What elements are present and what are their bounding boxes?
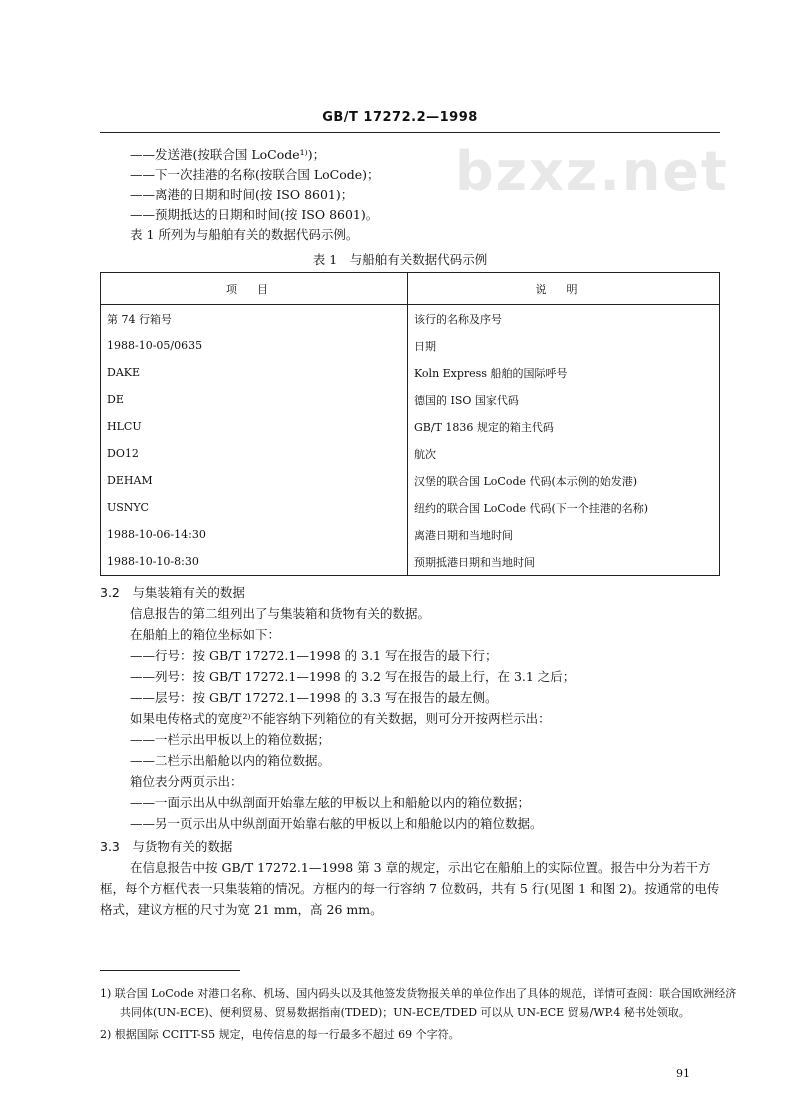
table-row	[101, 386, 720, 413]
column-header-item: 项目	[101, 273, 408, 305]
section-line: 箱位表分两页示出：	[130, 774, 243, 789]
section-heading: 3.3 与货物有关的数据	[100, 839, 233, 854]
page-header: GB/T 17272.2—1998	[322, 110, 478, 125]
table-row	[101, 332, 720, 359]
header-rule	[100, 132, 720, 133]
column-header-description: 说明	[408, 273, 720, 305]
intro-list	[100, 145, 720, 245]
section-line: ——一栏示出甲板以上的箱位数据；	[130, 732, 331, 747]
section-heading: 3.2 与集装箱有关的数据	[100, 585, 245, 600]
section-line: 如果电传格式的宽度²⁾不能容纳下列箱位的有关数据，则可分开按两栏示出：	[130, 711, 551, 726]
table-cell-description: 纽约的联合国 LoCode 代码(下一个挂港的名称)	[408, 494, 720, 521]
table-cell-item: DO12	[101, 440, 408, 467]
table-cell-item: 1988-10-10-8:30	[101, 548, 408, 576]
table-cell-item: DAKE	[101, 359, 408, 386]
section-3-3	[100, 836, 760, 920]
table-cell-item: 第 74 行箱号	[101, 305, 408, 333]
table-row	[101, 494, 720, 521]
table-row	[101, 521, 720, 548]
table-cell-description: 预期抵港日期和当地时间	[408, 548, 720, 576]
intro-line: 表 1 所列为与船舶有关的数据代码示例。	[130, 227, 359, 242]
table-row	[101, 440, 720, 467]
footnote: 1) 联合国 LoCode 对港口名称、机场、国内码头以及其他签发货物报关单的单位作出了具体的规范，详情可查阅：联合国欧洲经济共同体(UN-ECE)、便利贸易、贸易数据指南(TDED)；UN-ECE/TDED 可以从 UN-ECE 贸易/WP.4 秘书处领取。	[100, 987, 737, 1019]
footnote-rule	[100, 970, 240, 971]
section-line: ——一面示出从中纵剖面开始靠左舷的甲板以上和船舱以内的箱位数据；	[130, 795, 531, 810]
footnote: 2) 根据国际 CCITT-S5 规定，电传信息的每一行最多不超过 69 个字符。	[100, 1028, 460, 1041]
table-cell-item: DEHAM	[101, 467, 408, 494]
footnotes	[100, 984, 740, 1047]
table-title: 表 1 与船舶有关数据代码示例	[312, 252, 488, 267]
table-header-row	[101, 273, 720, 305]
table-cell-description: 日期	[408, 332, 720, 359]
table-cell-description: 离港日期和当地时间	[408, 521, 720, 548]
table-cell-description: 该行的名称及序号	[408, 305, 720, 333]
table-cell-item: 1988-10-05/0635	[101, 332, 408, 359]
table-row	[101, 305, 720, 333]
section-line: ——二栏示出船舱以内的箱位数据。	[130, 753, 331, 768]
table-cell-item: HLCU	[101, 413, 408, 440]
watermark: bzxz.net	[455, 140, 729, 203]
table-cell-description: 汉堡的联合国 LoCode 代码(本示例的始发港)	[408, 467, 720, 494]
section-paragraph: 在信息报告中按 GB/T 17272.1—1998 第 3 章的规定，示出它在船舶上的实际位置。报告中分为若干方框，每个方框代表一只集装箱的情况。方框内的每一行容纳 7 位数码，共有 5 行(见图 1 和图 2)。按通常的电传格式，建议方框的尺寸为宽 21 mm，高 26 mm。	[100, 860, 720, 917]
section-line: ——列号：按 GB/T 17272.1—1998 的 3.2 写在报告的最上行，在 3.1 之后；	[130, 669, 576, 684]
page-number: 91	[676, 1067, 690, 1080]
table-cell-description: GB/T 1836 规定的箱主代码	[408, 413, 720, 440]
table-row	[101, 548, 720, 576]
table-body	[101, 305, 720, 576]
table-cell-item: 1988-10-06-14:30	[101, 521, 408, 548]
section-3-2	[100, 582, 760, 834]
section-line: 在船舶上的箱位坐标如下：	[130, 627, 281, 642]
table-cell-description: Koln Express 船舶的国际呼号	[408, 359, 720, 386]
table-row	[101, 467, 720, 494]
section-line: 信息报告的第二组列出了与集装箱和货物有关的数据。	[130, 606, 431, 621]
table-cell-description: 航次	[408, 440, 720, 467]
section-line: ——另一页示出从中纵剖面开始靠右舷的甲板以上和船舱以内的箱位数据。	[130, 816, 543, 831]
section-line: ——行号：按 GB/T 17272.1—1998 的 3.1 写在报告的最下行；	[130, 648, 498, 663]
ship-data-table	[100, 272, 720, 576]
intro-line: ——下一次挂港的名称(按联合国 LoCode)；	[130, 167, 380, 182]
table-cell-item: DE	[101, 386, 408, 413]
table-row	[101, 359, 720, 386]
table-row	[101, 413, 720, 440]
table-cell-description: 德国的 ISO 国家代码	[408, 386, 720, 413]
intro-line: ——离港的日期和时间(按 ISO 8601)；	[130, 187, 354, 202]
intro-line: ——预期抵达的日期和时间(按 ISO 8601)。	[130, 207, 379, 222]
section-line: ——层号：按 GB/T 17272.1—1998 的 3.3 写在报告的最左侧。	[130, 690, 498, 705]
table-cell-item: USNYC	[101, 494, 408, 521]
intro-line: ——发送港(按联合国 LoCode¹⁾)；	[130, 147, 326, 162]
